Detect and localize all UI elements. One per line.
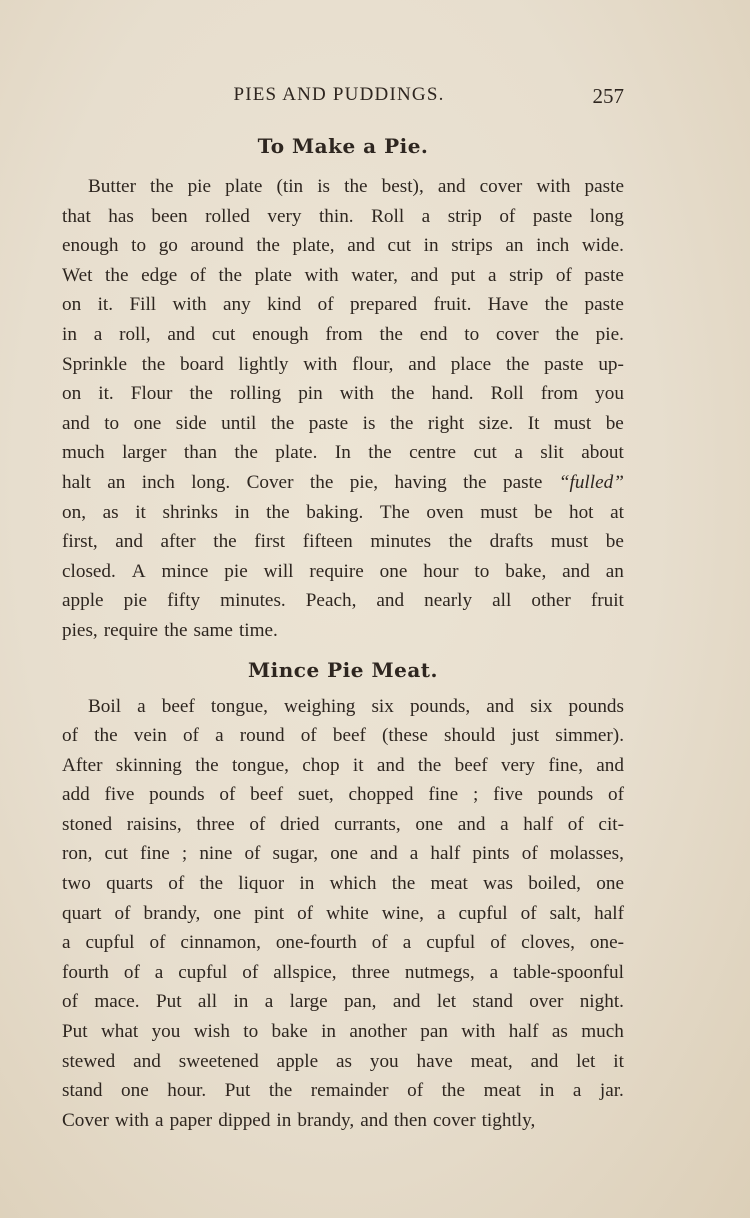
page-number: 257 (592, 84, 624, 108)
text-line: apple pie fifty minutes. Peach, and nearly all other fruit (62, 590, 624, 612)
section-title-make-a-pie: To Make a Pie. (257, 134, 429, 158)
text-line: on, as it shrinks in the baking. The oven must be hot at (62, 501, 624, 523)
running-header (62, 78, 624, 118)
text-line: of the vein of a round of beef (these should just simmer). (62, 725, 624, 747)
text-line: of mace. Put all in a large pan, and let stand over night. (62, 991, 624, 1013)
text-line: enough to go around the plate, and cut in strips an inch wide. (62, 235, 624, 257)
text-line: add five pounds of beef suet, chopped fine ; five pounds of (62, 784, 624, 806)
text-line: stoned raisins, three of dried currants, one and a half of cit- (62, 813, 624, 835)
text-line: on it. Fill with any kind of prepared fruit. Have the paste (62, 294, 624, 316)
section-body-make-a-pie (62, 172, 624, 646)
text-line: Boil a beef tongue, weighing six pounds, and six pounds (88, 695, 624, 717)
text-line: stewed and sweetened apple as you have meat, and let it (62, 1050, 624, 1072)
text-line: much larger than the plate. In the centre cut a slit about (62, 442, 624, 464)
text-line: quart of brandy, one pint of white wine, a cupful of salt, half (62, 902, 624, 924)
text-line: a cupful of cinnamon, one-fourth of a cupful of cloves, one- (62, 932, 624, 954)
text-line: pies, require the same time. (62, 619, 278, 641)
text-line: on it. Flour the rolling pin with the hand. Roll from you (62, 383, 624, 405)
text-line: After skinning the tongue, chop it and the beef very fine, and (62, 754, 624, 776)
text-line: first, and after the first fifteen minutes the drafts must be (62, 531, 624, 553)
running-title: PIES AND PUDDINGS. (233, 84, 445, 105)
text-line: Wet the edge of the plate with water, and put a strip of paste (62, 264, 624, 286)
text-line: ron, cut fine ; nine of sugar, one and a half pints of molasses, (62, 843, 624, 865)
text-line: halt an inch long. Cover the pie, having the paste “fulled” (62, 471, 624, 493)
text-line: closed. A mince pie will require one hour to bake, and an (62, 560, 624, 582)
text-line: two quarts of the liquor in which the meat was boiled, one (62, 873, 624, 895)
text-line: Sprinkle the board lightly with flour, and place the paste up- (62, 353, 624, 375)
text-line: in a roll, and cut enough from the end to cover the pie. (62, 323, 624, 345)
text-line: stand one hour. Put the remainder of the meat in a jar. (62, 1080, 624, 1102)
text-line: Butter the pie plate (tin is the best), and cover with paste (88, 176, 624, 197)
text-line: Cover with a paper dipped in brandy, and then cover tightly, (62, 1109, 536, 1131)
text-line: and to one side until the paste is the right size. It must be (62, 412, 624, 434)
section-title-mince-pie-meat: Mince Pie Meat. (248, 657, 438, 682)
section-body-mince-pie-meat (62, 692, 624, 1136)
text-line: that has been rolled very thin. Roll a strip of paste long (62, 205, 624, 227)
text-line: fourth of a cupful of allspice, three nutmegs, a table-spoonful (62, 961, 624, 983)
text-line: Put what you wish to bake in another pan with half as much (62, 1021, 624, 1043)
book-page (62, 78, 624, 1135)
